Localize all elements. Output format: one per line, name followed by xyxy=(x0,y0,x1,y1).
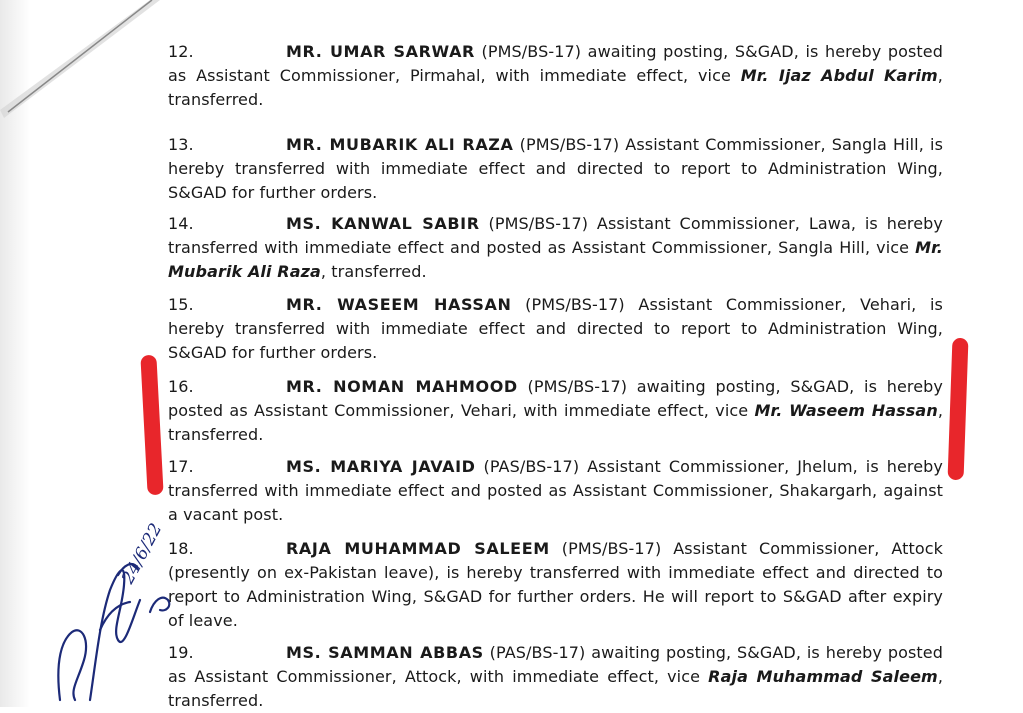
entry-text: (PMS/BS-17) awaiting posting, S&GAD, is hereby posted as Assistant Commissioner, Pirmahal, with immediate effect, vice xyxy=(168,42,943,85)
vice-officer-name: Mr. Ijaz Abdul Karim xyxy=(740,66,938,85)
entry-text: (PAS/BS-17) awaiting posting, S&GAD, is hereby posted as Assistant Commissioner, Attock, with immediate effect, vice xyxy=(168,643,944,686)
entry-number: 12. xyxy=(168,42,194,61)
officer-name: MR. UMAR SARWAR xyxy=(286,42,475,61)
entry-text-end: , transferred. xyxy=(168,667,943,710)
entry-text: (PAS/BS-17) Assistant Commissioner, Jhelum, is hereby transferred with immediate effect and posted as Assistant Commissioner, Shakargarh, against a vacant post. xyxy=(168,457,943,524)
handwritten-date: 24/6/22 xyxy=(118,520,167,588)
officer-name: MR. MUBARIK ALI RAZA xyxy=(286,135,514,154)
officer-name: MS. SAMMAN ABBAS xyxy=(286,643,484,662)
entry-text-end: , transferred. xyxy=(168,401,943,444)
entry-text: (PMS/BS-17) Assistant Commissioner, Lawa, is hereby transferred with immediate effect and posted as Assistant Commissioner, Sangla Hill, vice xyxy=(168,214,943,257)
entry-number: 16. xyxy=(168,377,194,396)
entry-text: (PMS/BS-17) Assistant Commissioner, Vehari, is hereby transferred with immediate effect and directed to report to Administration Wing, S&GAD for further orders. xyxy=(168,295,943,362)
officer-name: MS. MARIYA JAVAID xyxy=(286,457,476,476)
officer-name: MR. WASEEM HASSAN xyxy=(286,295,512,314)
vice-officer-name: Mr. Waseem Hassan xyxy=(754,401,938,420)
entry-text: (PMS/BS-17) awaiting posting, S&GAD, is hereby posted as Assistant Commissioner, Vehari, with immediate effect, vice xyxy=(168,377,943,420)
vice-officer-name: Raja Muhammad Saleem xyxy=(708,667,938,686)
officer-name: MS. KANWAL SABIR xyxy=(286,214,480,233)
entry-number: 17. xyxy=(168,457,194,476)
entry-number: 13. xyxy=(168,135,194,154)
entry-number: 15. xyxy=(168,295,194,314)
entry-number: 14. xyxy=(168,214,194,233)
entry-text-end: , transferred. xyxy=(320,262,427,281)
entry-text-end: , transferred. xyxy=(168,66,943,109)
entry-number: 19. xyxy=(168,643,194,662)
entry-text: (PMS/BS-17) Assistant Commissioner, Sangla Hill, is hereby transferred with immediate effect and directed to report to Administration Wing, S&GAD for further orders. xyxy=(168,135,944,202)
entry-number: 18. xyxy=(168,539,194,558)
entry-text: (PMS/BS-17) Assistant Commissioner, Attock (presently on ex-Pakistan leave), is hereby transferred with immediate effect and directed to report to Administration Wing, S&GAD for further orders. He will report to S&GAD after expiry of leave. xyxy=(168,539,944,630)
vice-officer-name: Mr. Mubarik Ali Raza xyxy=(168,238,943,281)
officer-name: MR. NOMAN MAHMOOD xyxy=(286,377,518,396)
officer-name: RAJA MUHAMMAD SALEEM xyxy=(286,539,550,558)
